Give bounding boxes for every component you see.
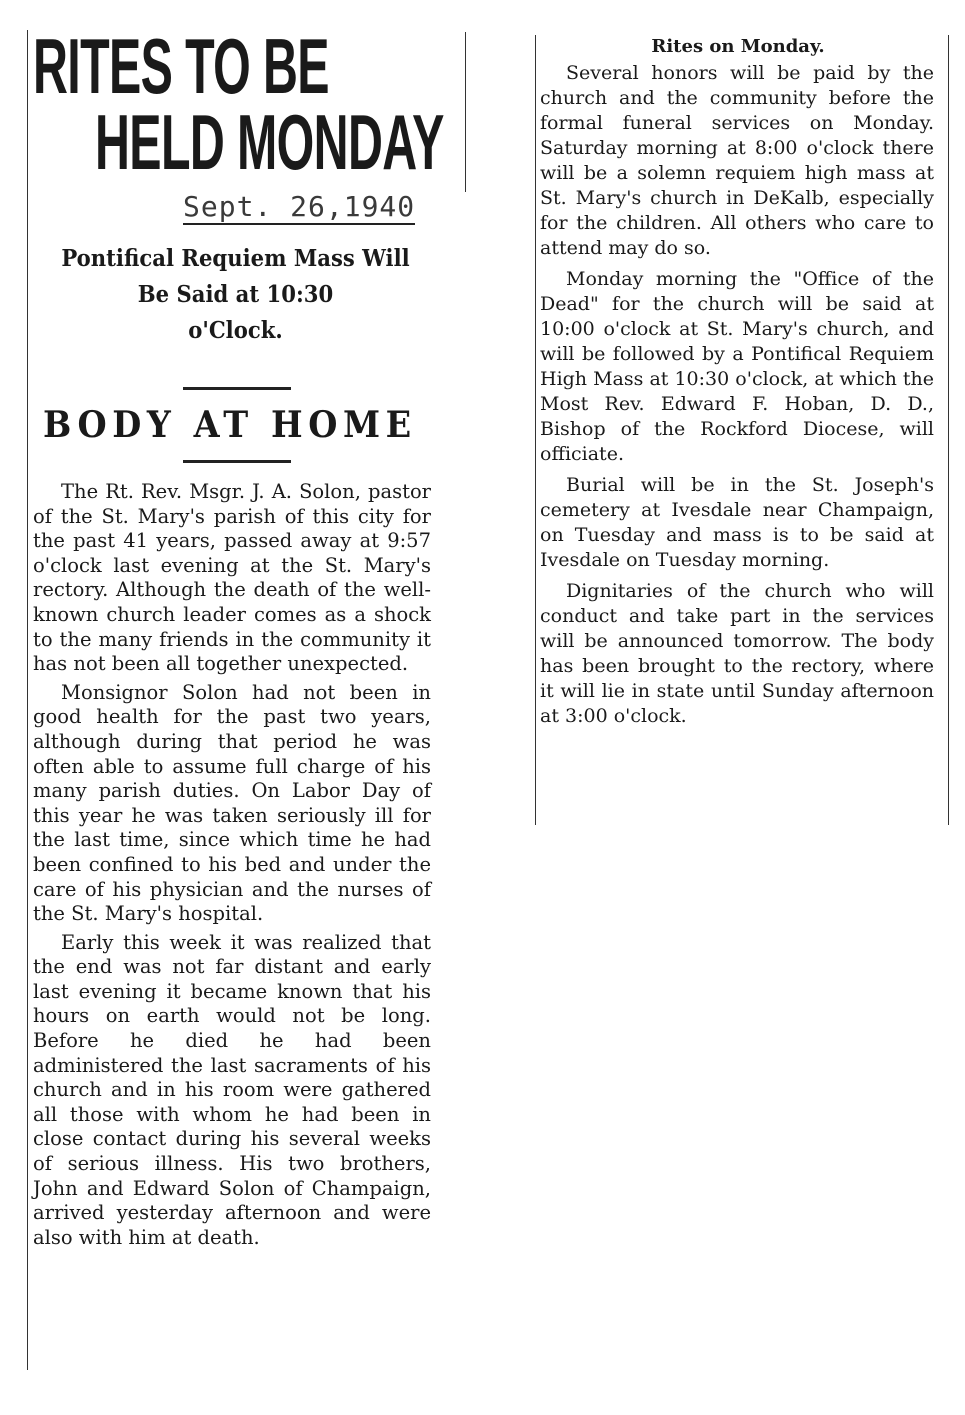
- paragraph: Several honors will be paid by the church and the community before the formal funeral services on Monday. Saturday morning at 8:00 o'clock there will be a solemn requiem high mass at St. Mary's church in DeKalb, especially for the children. All others who care to attend may do so.: [540, 62, 934, 259]
- crosshead: BODY AT HOME: [43, 404, 417, 446]
- headline: [33, 22, 444, 187]
- subheadline: [49, 241, 422, 349]
- headline-line-1: RITES TO BE: [33, 22, 329, 110]
- subheadline-line-2: Be Said at 10:30: [137, 281, 334, 308]
- subheadline-line-3: o'Clock.: [188, 317, 283, 344]
- paragraph: Dignitaries of the church who will conduct and take part in the services will be announced tomorrow. The body has been brought to the rectory, where it will lie in state until Sunday afternoon at 3:00 o'clock.: [540, 580, 934, 727]
- right-body-text: [540, 61, 934, 729]
- handwritten-date: [183, 190, 415, 223]
- left-body-text: [33, 480, 431, 1254]
- left-column: [33, 22, 444, 1249]
- column-rule-right-left: [535, 35, 536, 825]
- paragraph: Early this week it was realized that the end was not far distant and early last evening it became known that his hours on earth would not be long. Before he died he had been administered the last sacraments of his church and in his room were gathered all those with whom he had been in close contact during his several weeks of serious illness. His two brothers, John and Edward Solon of Champaign, arrived yesterday afternoon and were also with him at death.: [33, 930, 431, 1249]
- date-text: Sept. 26,1940: [183, 190, 416, 223]
- headline-line-2: HELD MONDAY: [95, 98, 444, 187]
- paragraph: Burial will be in the St. Joseph's cemetery at Ivesdale near Champaign, on Tuesday and mass is to be said at Ivesdale on Tuesday morning.: [540, 474, 934, 571]
- paragraph: The Rt. Rev. Msgr. J. A. Solon, pastor of the St. Mary's parish of this city for the past 41 years, passed away at 9:57 o'clock last evening at the St. Mary's rectory. Although the death of the well-known church leader comes as a shock to the many friends in the community it has not been all together unexpected.: [33, 480, 431, 676]
- paragraph: Monday morning the "Office of the Dead" for the church will be said at 10:00 o'clock at St. Mary's church, and will be followed by a Pontifical Requiem High Mass at 10:30 o'clock, at which the Most Rev. Edward F. Hoban, D. D., Bishop of the Rockford Diocese, will officiate.: [540, 268, 934, 465]
- deck-divider-1: [183, 387, 291, 390]
- paragraph: Monsignor Solon had not been in good health for the past two years, although during that period he was often able to assume full charge of his many parish duties. On Labor Day of this year he was taken seriously ill for the last time, since which time he had been confined to his bed and under the care of his physician and the nurses of the St. Mary's hospital.: [33, 680, 431, 926]
- column-rule-right-right: [948, 35, 949, 825]
- right-column: [540, 36, 936, 735]
- subheadline-line-1: Pontifical Requiem Mass Will: [61, 245, 410, 272]
- column-rule-left: [27, 30, 28, 1370]
- deck-divider-2: [183, 460, 291, 463]
- section-title: Rites on Monday.: [651, 36, 825, 57]
